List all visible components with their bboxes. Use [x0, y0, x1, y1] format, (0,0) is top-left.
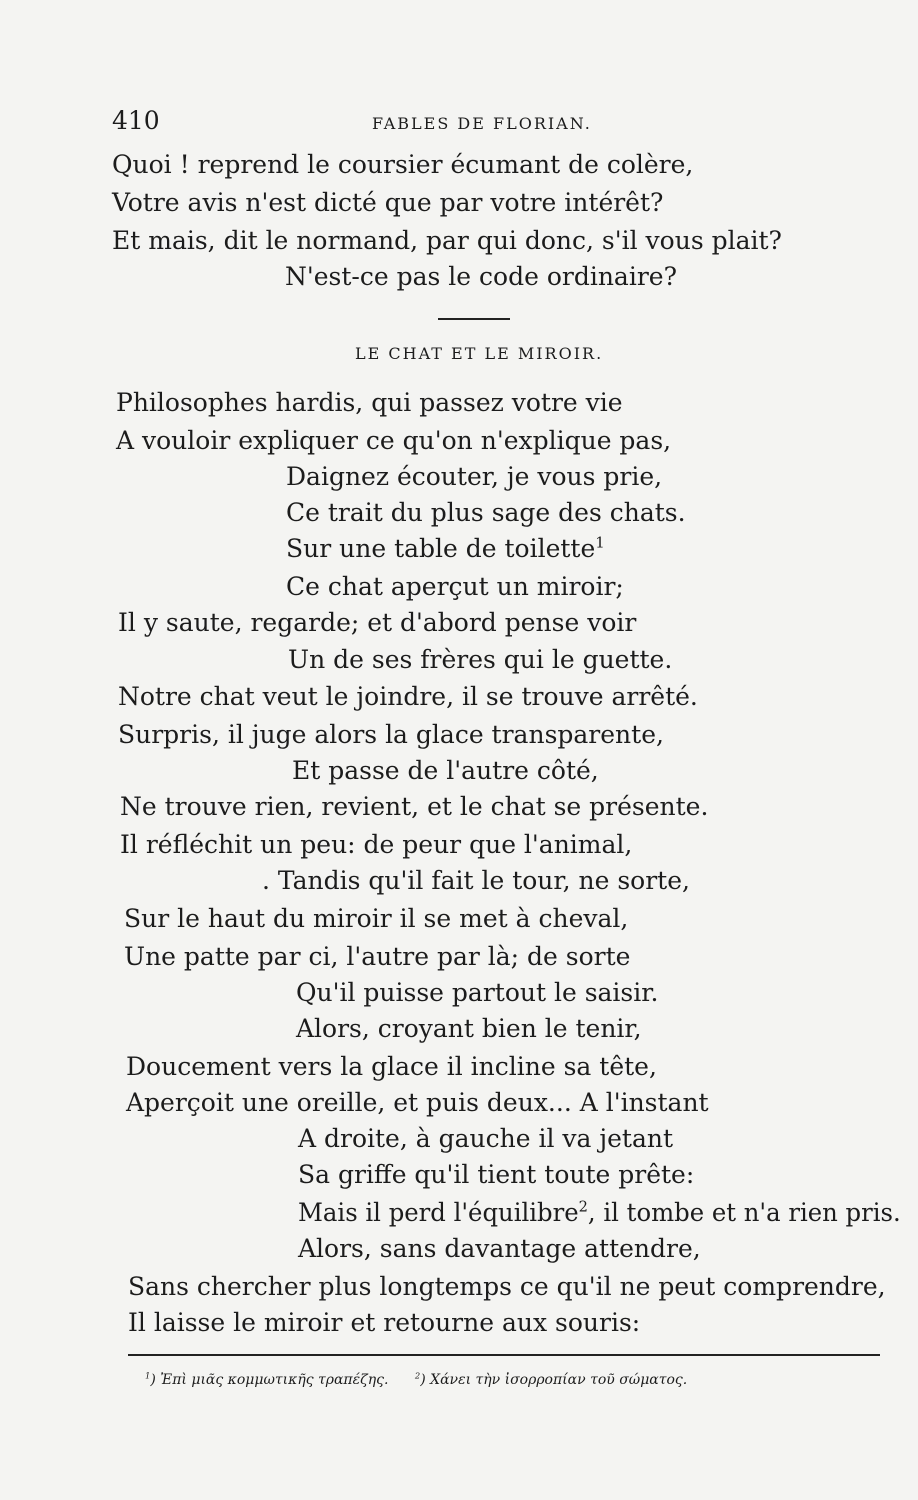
verse-line: Ce trait du plus sage des chats.: [286, 498, 686, 527]
verse-line: Notre chat veut le joindre, il se trouve arrêté.: [118, 682, 698, 711]
verse-line: A vouloir expliquer ce qu'on n'explique pas,: [116, 426, 672, 455]
verse-line: . Tandis qu'il fait le tour, ne sorte,: [262, 866, 690, 895]
verse-line: [286, 534, 605, 564]
footnotes: [145, 1370, 709, 1390]
footnote-text: Χάνει τὴν ἰσορροπίαν τοῦ σώματος.: [430, 1372, 688, 1388]
verse-line: Aperçoit une oreille, et puis deux... A l'instant: [126, 1088, 709, 1117]
verse-line: Et passe de l'autre côté,: [292, 756, 599, 785]
verse-line: Alors, sans davantage attendre,: [298, 1234, 701, 1263]
verse-line: Daignez écouter, je vous prie,: [286, 462, 663, 491]
footnote-marker: 2: [414, 1370, 421, 1381]
verse-text: , il tombe et n'a rien pris.: [587, 1198, 901, 1227]
verse-line: Ce chat aperçut un miroir;: [286, 572, 624, 601]
verse-line: Une patte par ci, l'autre par là; de sorte: [124, 942, 631, 971]
verse-line: Il laisse le miroir et retourne aux souris:: [128, 1308, 641, 1337]
verse-line: Doucement vers la glace il incline sa tête,: [126, 1052, 657, 1081]
footnote-rule: [128, 1354, 880, 1356]
note-marker: 2: [578, 1197, 588, 1216]
footnote: $^1$) Ἐπὶ μιᾶς κομμωτικῆς τραπέζης.: [145, 1370, 389, 1388]
verse-line: Surpris, il juge alors la glace transparente,: [118, 720, 664, 749]
verse-text: Sur une table de toilette: [286, 534, 596, 563]
verse-line: Sur le haut du miroir il se met à cheval,: [124, 904, 629, 933]
verse-line: [298, 1198, 901, 1228]
verse-line: Sans chercher plus longtemps ce qu'il ne peut comprendre,: [128, 1272, 886, 1301]
verse-line: Votre avis n'est dicté que par votre intérêt?: [112, 188, 664, 217]
verse-line: Sa griffe qu'il tient toute prête:: [298, 1160, 695, 1189]
footnote-marker: 1: [145, 1370, 151, 1381]
verse-text: Mais il perd l'équilibre: [298, 1198, 579, 1227]
verse-line: Il réfléchit un peu: de peur que l'animal,: [120, 830, 633, 859]
verse-line: Et mais, dit le normand, par qui donc, s'il vous plait?: [112, 226, 782, 255]
verse-line: Il y saute, regarde; et d'abord pense voir: [118, 608, 637, 637]
verse-line: Un de ses frères qui le guette.: [288, 645, 673, 674]
verse-line: Ne trouve rien, revient, et le chat se présente.: [120, 792, 709, 821]
verse-line: Quoi ! reprend le coursier écumant de colère,: [112, 150, 694, 179]
running-title: FABLES DE FLORIAN.: [372, 114, 592, 133]
note-marker: 1: [595, 533, 605, 552]
page-header: [112, 106, 602, 136]
footnote: $^2$) Χάνει τὴν ἰσορροπίαν τοῦ σώματος.: [414, 1370, 688, 1388]
verse-line: Qu'il puisse partout le saisir.: [296, 978, 659, 1007]
verse-line: Philosophes hardis, qui passez votre vie: [116, 388, 623, 417]
page-number: 410: [112, 106, 160, 135]
verse-line: Alors, croyant bien le tenir,: [296, 1014, 642, 1043]
verse-line: A droite, à gauche il va jetant: [298, 1124, 673, 1153]
verse-line: N'est-ce pas le code ordinaire?: [285, 262, 677, 291]
section-divider: [438, 318, 510, 320]
footnote-text: Ἐπὶ μιᾶς κομμωτικῆς τραπέζης.: [160, 1372, 389, 1388]
section-title: LE CHAT ET LE MIROIR.: [355, 344, 604, 363]
